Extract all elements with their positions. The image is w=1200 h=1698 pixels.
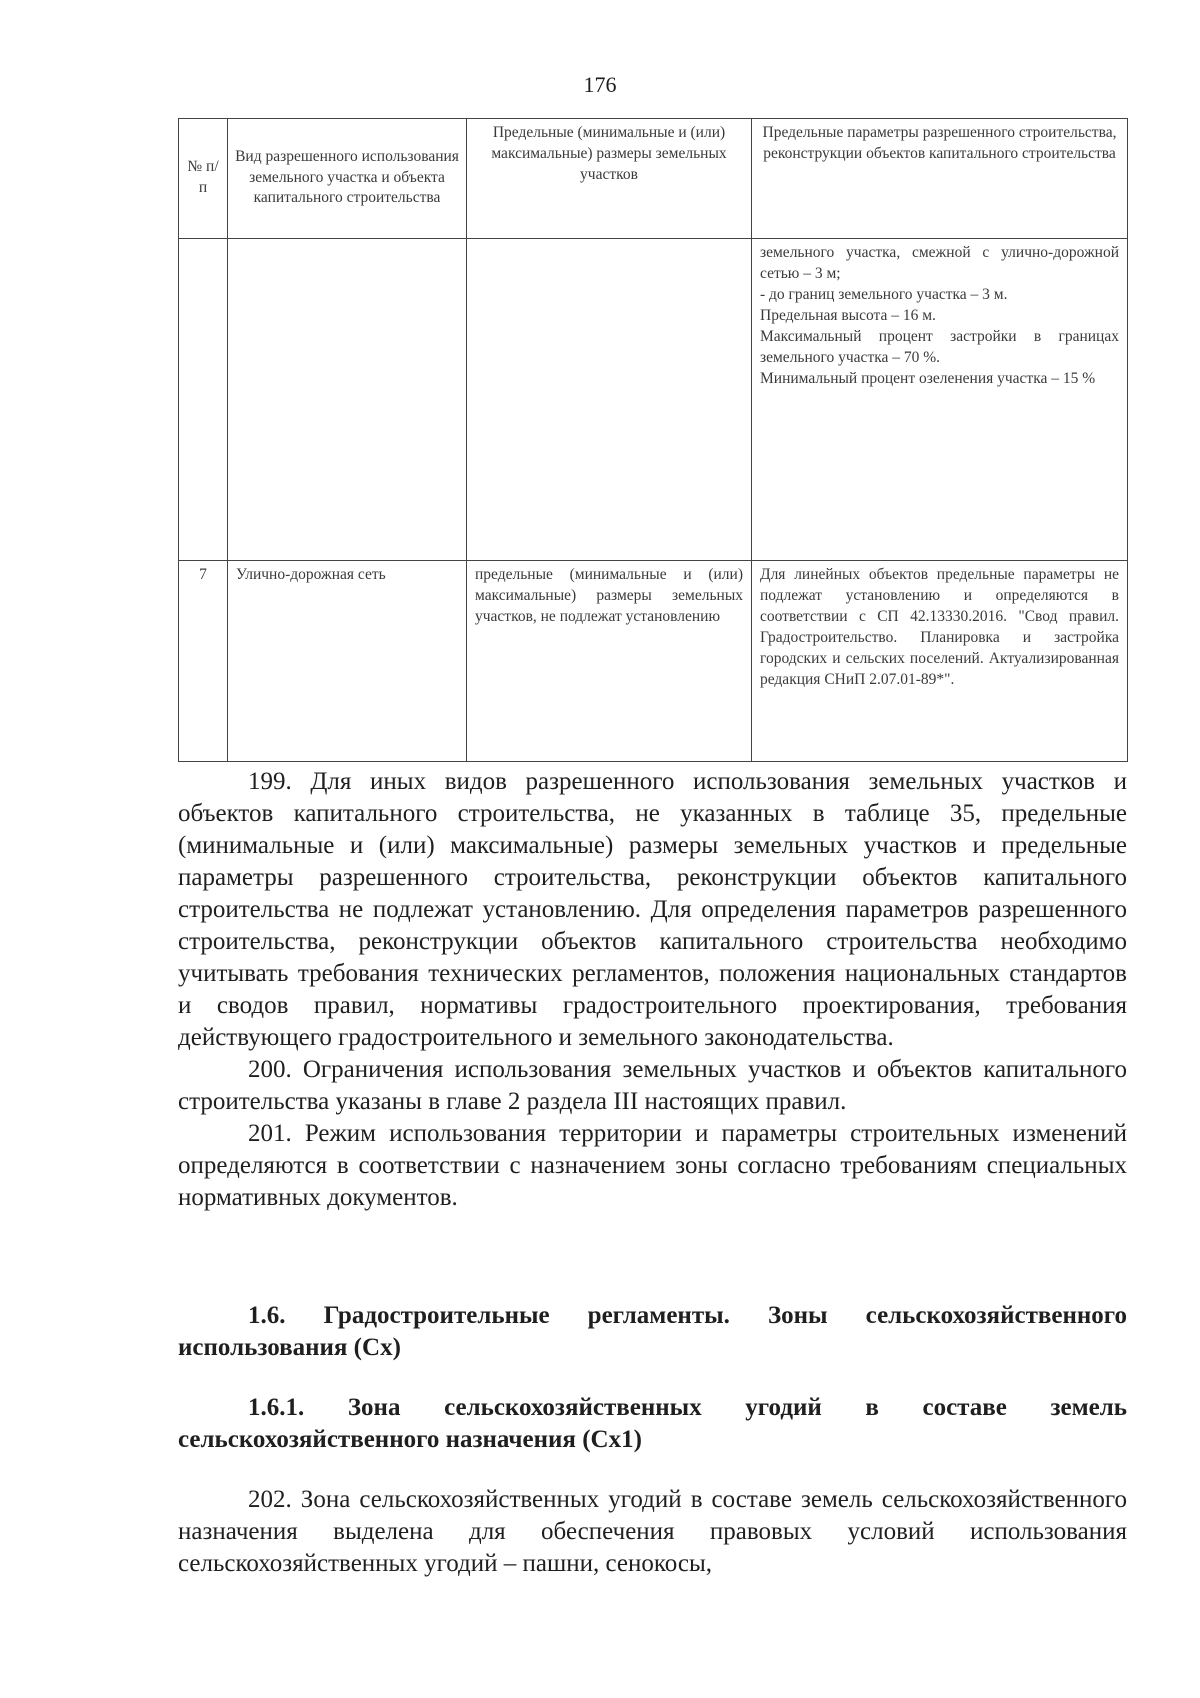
table-header-row	[179, 119, 1128, 239]
page-number: 176	[583, 72, 617, 97]
plot-sizes-cell: предельные (минимальные и (или) максимальные) размеры земельных участков, не подлежат установлению	[467, 561, 752, 762]
header-construction-params: Предельные параметры разрешенного строительства, реконструкции объектов капитального строительства	[752, 119, 1128, 239]
params-line: земельного участка, смежной с улично-дорожной сетью – 3 м;	[760, 244, 1119, 282]
header-use-kind: Вид разрешенного использования земельного участка и объекта капитального строительства	[228, 119, 467, 239]
params-line: Предельная высота – 16 м.	[760, 306, 936, 324]
row-number-cell	[179, 239, 228, 561]
construction-params-cell: Для линейных объектов предельные параметры не подлежат установлению и определяются в соответствии с СП 42.13330.2016. "Свод правил. Градостроительство. Планировка и застройка городских и сельских поселений. Актуализированная редакция СНиП 2.07.01-89*".	[752, 561, 1128, 762]
params-line: Максимальный процент застройки в границах земельного участка – 70 %.	[760, 327, 1119, 366]
table-row	[179, 239, 1128, 561]
use-kind-cell	[228, 239, 467, 561]
section-heading-1-6: 1.6. Градостроительные регламенты. Зоны сельскохозяйственного использования (Сх)	[178, 1302, 1127, 1361]
row-number-cell: 7	[179, 561, 228, 762]
paragraph-202-block	[178, 1484, 1127, 1580]
regulations-table	[178, 118, 1128, 762]
paragraph-199: 199. Для иных видов разрешенного использования земельных участков и объектов капитального строительства, не указанных в таблице 35, предельные (минимальные и (или) максимальные) размеры земельных участков и предельные параметры разрешенного строительства, реконструкции объектов капитального строительства не подлежат установлению. Для определения параметров разрешенного строительства, реконструкции объектов капитального строительства необходимо учитывать требования технических регламентов, положения национальных стандартов и сводов правил, нормативы градостроительного проектирования, требования действующего градостроительного и земельного законодательства.	[178, 768, 1127, 1051]
header-number: № п/п	[179, 119, 228, 239]
params-line: Минимальный процент озеленения участка – 15 %	[760, 369, 1096, 387]
params-line: - до границ земельного участка – 3 м.	[760, 285, 1008, 303]
table-row	[179, 561, 1128, 762]
section-heading-1-6-1: 1.6.1. Зона сельскохозяйственных угодий в составе земель сельскохозяйственного назначения (Сх1)	[178, 1394, 1127, 1453]
subsection-heading-block	[178, 1392, 1127, 1456]
construction-params-cell	[752, 239, 1128, 561]
paragraph-200: 200. Ограничения использования земельных участков и объектов капитального строительства указаны в главе 2 раздела III настоящих правил.	[178, 1056, 1127, 1115]
plot-sizes-cell	[467, 239, 752, 561]
section-heading-block	[178, 1300, 1127, 1364]
use-kind-cell: Улично-дорожная сеть	[228, 561, 467, 762]
body-paragraphs	[178, 766, 1127, 1214]
paragraph-202: 202. Зона сельскохозяйственных угодий в составе земель сельскохозяйственного назначения выделена для обеспечения правовых условий использования сельскохозяйственных угодий – пашни, сенокосы,	[178, 1486, 1127, 1577]
paragraph-201: 201. Режим использования территории и параметры строительных изменений определяются в соответствии с назначением зоны согласно требованиям специальных нормативных документов.	[178, 1120, 1127, 1211]
header-plot-sizes: Предельные (минимальные и (или) максимальные) размеры земельных участков	[467, 119, 752, 239]
